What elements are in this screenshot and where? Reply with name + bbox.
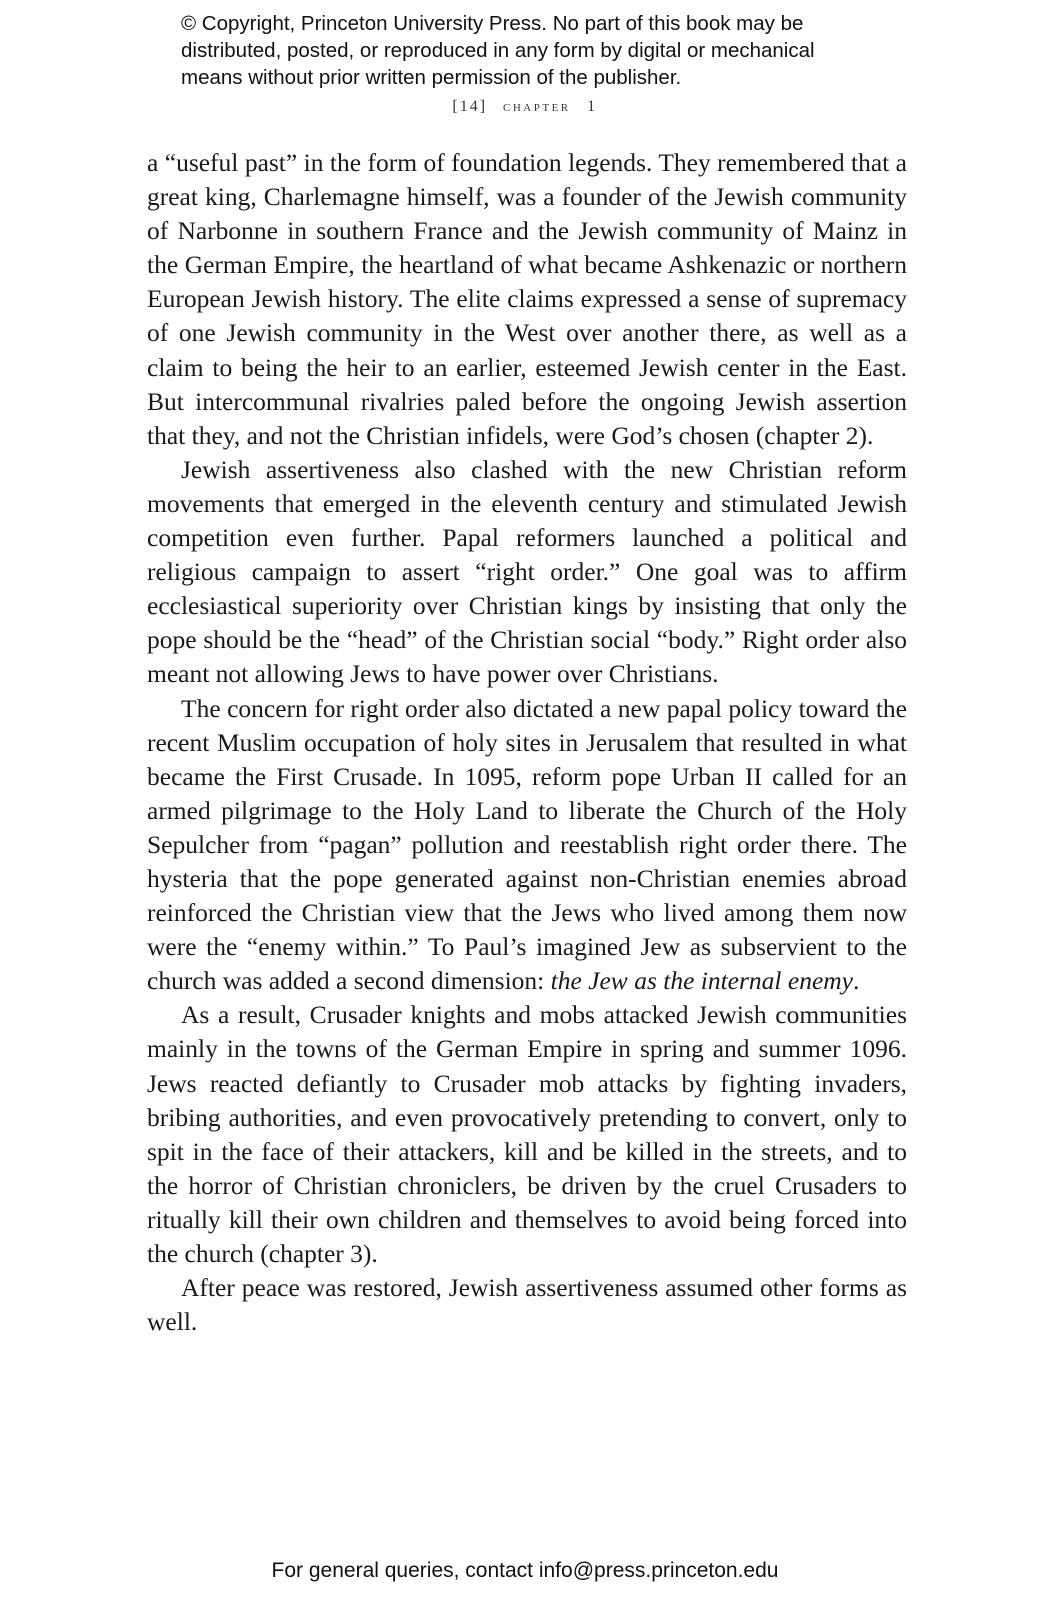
chapter-label: chapter 1 xyxy=(503,98,598,115)
body-text xyxy=(147,146,907,1339)
footer-contact: For general queries, contact info@press.princeton.edu xyxy=(271,1559,779,1582)
paragraph-1: a “useful past” in the form of foundation legends. They remembered that a great king, Charlemagne himself, was a founder of the Jewish community of Narbonne in southern France and the Jewish community of Mainz in the German Empire, the heartland of what became Ashkenazic or northern European Jewish history. The elite claims expressed a sense of supremacy of one Jewish community in the West over another there, as well as a claim to being the heir to an earlier, esteemed Jewish center in the East. But intercommunal rivalries paled before the ongoing Jewish assertion that they, and not the Christian infidels, were God’s chosen (chapter 2). xyxy=(147,148,907,450)
page-number: [14] xyxy=(452,98,488,115)
paragraph-3 xyxy=(147,692,907,999)
paragraph-3-text: The concern for right order also dictated a new papal policy toward the recent Muslim occupation of holy sites in Jerusalem that resulted in what became the First Crusade. In 1095, reform pope Urban II called for an armed pilgrimage to the Holy Land to liberate the Church of the Holy Sepulcher from “pagan” pollution and reestablish right order there. The hysteria that the pope generated against non-Christian enemies abroad reinforced the Christian view that the Jews who lived among them now were the “enemy within.” To Paul’s imagined Jew as subservient to the church was added a second dimension: xyxy=(147,693,907,996)
paragraph-3-tail: . xyxy=(853,966,860,996)
paragraph-2: Jewish assertiveness also clashed with the new Christian reform movements that emerged in the eleventh century and stimulated Jewish competition even further. Papal reformers launched a political and religious campaign to assert “right order.” One goal was to affirm ecclesiastical superiority over Christian kings by insisting that only the pope should be the “head” of the Christian social “body.” Right order also meant not allowing Jews to have power over Christians. xyxy=(147,454,907,689)
copyright-line-3: means without prior written permission of the publisher. xyxy=(181,66,682,89)
running-head xyxy=(0,98,1050,116)
paragraph-3-emphasis: the Jew as the internal enemy xyxy=(550,966,854,996)
copyright-line-2: distributed, posted, or reproduced in any form by digital or mechanical xyxy=(181,39,815,62)
paragraph-5: After peace was restored, Jewish assertiveness assumed other forms as well. xyxy=(147,1273,907,1337)
copyright-line-1: © Copyright, Princeton University Press. No part of this book may be xyxy=(181,12,804,35)
paragraph-4: As a result, Crusader knights and mobs attacked Jewish communities mainly in the towns of the German Empire in spring and summer 1096. Jews reacted defiantly to Crusader mob attacks by fighting invaders, bribing authorities, and even provocatively pretending to convert, only to spit in the face of their attackers, kill and be killed in the streets, and to the horror of Christian chroniclers, be driven by the cruel Crusaders to ritually kill their own children and themselves to avoid being forced into the church (chapter 3). xyxy=(147,1000,907,1268)
copyright-notice xyxy=(181,10,901,91)
